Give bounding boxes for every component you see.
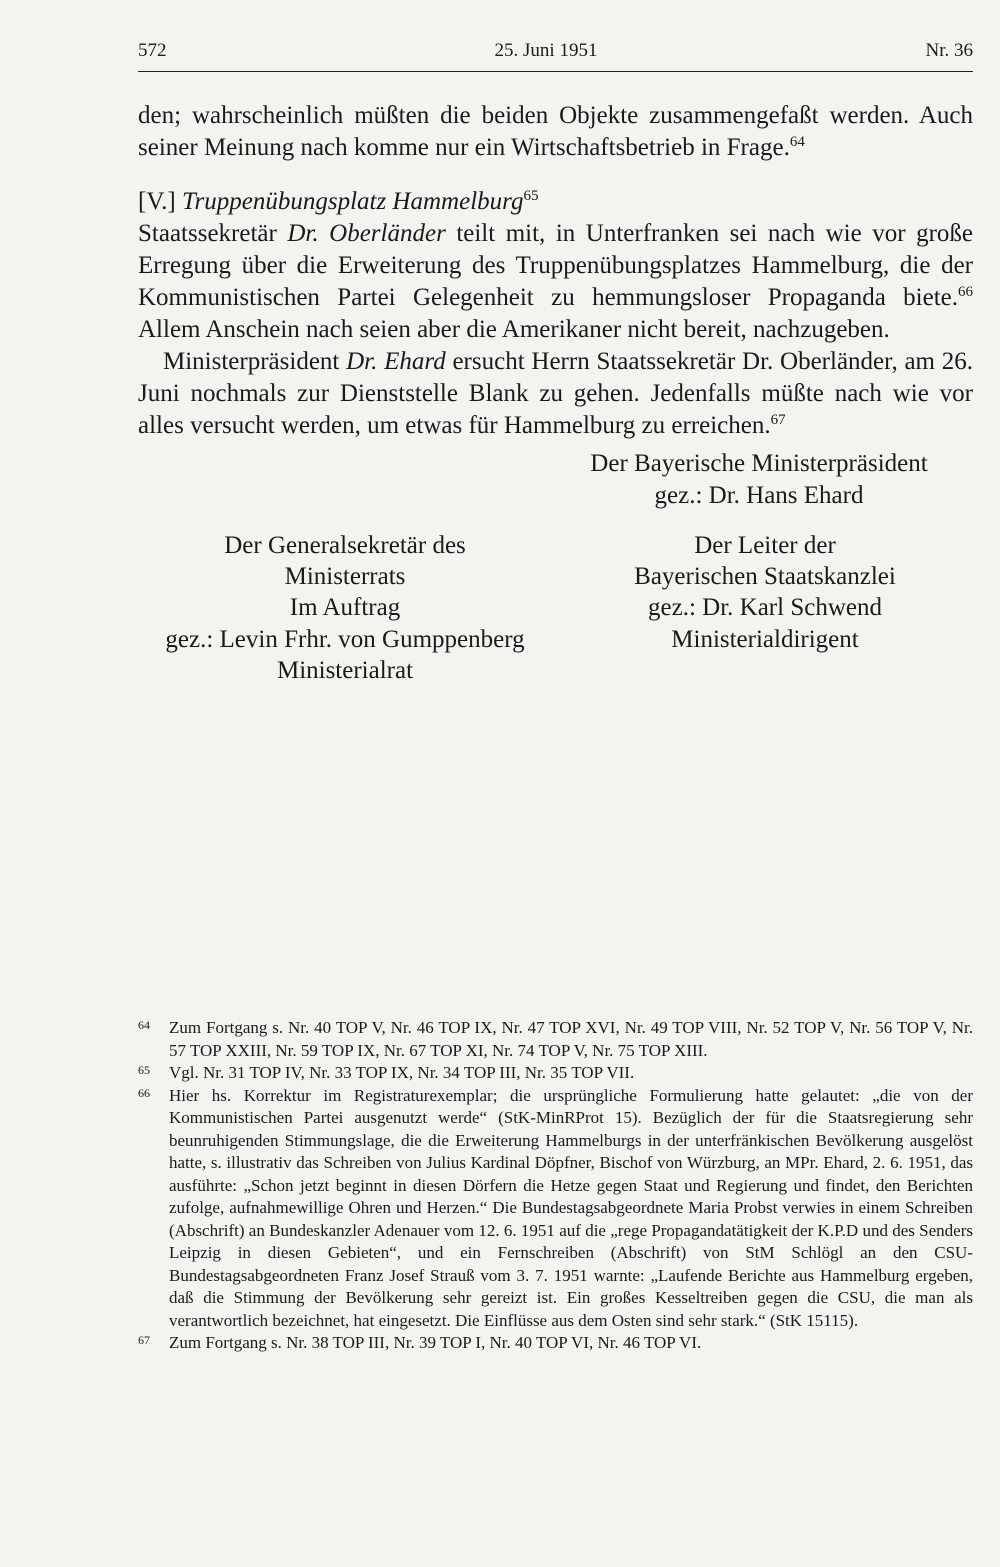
footnote-text: Zum Fortgang s. Nr. 40 TOP V, Nr. 46 TOP IX, Nr. 47 TOP XVI, Nr. 49 TOP VIII, Nr. 52 TOP V, Nr. 56 TOP V, Nr. 57 TOP XXIII, Nr. 59 TOP IX, Nr. 67 TOP XI, Nr. 74 TOP V, Nr. 75 TOP XIII. bbox=[169, 1018, 973, 1060]
signature-line: gez.: Dr. Hans Ehard bbox=[654, 482, 864, 509]
paragraph-2: Staatssekretär Dr. Oberländer teilt mit, in Unterfranken sei nach wie vor große Erregung über die Erweiterung des Truppenübungsplatzes Hammelburg, die der Kommunistischen Partei Gelegenheit zu hemmungsloser Propaganda biete.$^{66}$ Allem Anschein nach seien aber die Amerikaner nicht bereit, nachzugeben. bbox=[138, 220, 973, 343]
footnote-ref-65: 65 bbox=[523, 188, 539, 204]
footnote-number: 65 bbox=[138, 1063, 150, 1077]
footnotes bbox=[138, 1017, 973, 1355]
page-number: 572 bbox=[138, 40, 167, 61]
signature-line: gez.: Levin Frhr. von Gumppenberg bbox=[165, 626, 525, 653]
signature-line: Der Bayerische Ministerpräsident bbox=[590, 450, 928, 477]
signature-block bbox=[138, 448, 973, 688]
footnote bbox=[138, 1017, 973, 1062]
signature-line: Ministerialdirigent bbox=[671, 626, 859, 653]
signature-line: Der Generalsekretär des bbox=[224, 532, 466, 559]
speaker-name: Dr. Ehard bbox=[346, 348, 446, 375]
signature-line: Im Auftrag bbox=[289, 594, 401, 621]
paragraph-3: Ministerpräsident Dr. Ehard ersucht Herrn Staatssekretär Dr. Oberländer, am 26. Juni nochmals zur Dienststelle Blank zu gehen. Jedenfalls müßte nach wie vor alles versucht werden, um etwas für Hammelburg zu erreichen.$^{67}$ bbox=[138, 348, 973, 439]
page-header bbox=[138, 40, 973, 72]
footnote bbox=[138, 1085, 973, 1333]
speaker-name: Dr. Oberländer bbox=[287, 220, 446, 247]
footnote-text: Hier hs. Korrektur im Registraturexemplar; die ursprüngliche Formulierung hatte gelautet: „die von der Kommunistischen Partei ausgenutzt werde“ (StK-MinRProt 15). Bezüglich der für die Staatsregierung sehr beunruhigenden Stimmungslage, die die Erweiterung Hammelburgs in der unterfränkischen Bevölkerung ausgelöst hatte, s. illustrativ das Schreiben von Julius Kardinal Döpfner, Bischof von Würzburg, an MPr. Ehard, 2. 6. 1951, das ausführte: „Schon jetzt beginnt in diesen Dörfern die Hetze gegen Staat und Regierung und findet, den Berichten zufolge, aufnahmewillige Ohren und Herzen.“ Die Bundestagsabgeordnete Maria Probst verwies in einem Schreiben (Abschrift) an Bundeskanzler Adenauer vom 12. 6. 1951 auf die „rege Propagandatätigkeit der K.P.D und des Senders Leipzig in diesen Gebieten“, und ein Fernschreiben (Abschrift) von StM Schlögl an den CSU-Bundestagsabgeordneten Franz Josef Strauß vom 3. 7. 1951 warnte: „Laufende Berichte aus Hammelburg ergeben, daß die Stimmung der Bevölkerung sehr gereizt ist. Ein großes Kesseltreiben gegen die CSU, die man als verantwortlich bezeichnet, hat eingesetzt. Die Einflüsse aus dem Osten sind sehr stark.“ (StK 15115). bbox=[169, 1085, 973, 1330]
footnote-text: Vgl. Nr. 31 TOP IV, Nr. 33 TOP IX, Nr. 34 TOP III, Nr. 35 TOP VII. bbox=[169, 1063, 635, 1082]
footnote-number: 66 bbox=[138, 1085, 150, 1100]
header-date: 25. Juni 1951 bbox=[494, 40, 598, 61]
footnote-ref-66: 66 bbox=[958, 284, 973, 300]
footnote bbox=[138, 1332, 973, 1355]
section-title: Truppenübungsplatz Hammelburg bbox=[181, 188, 524, 215]
signature-line: Ministerrats bbox=[284, 563, 406, 590]
document-page bbox=[138, 40, 973, 688]
footnote bbox=[138, 1062, 973, 1085]
signature-line: Der Leiter der bbox=[694, 532, 836, 559]
section-number: [V.] bbox=[138, 188, 176, 215]
section-heading bbox=[138, 186, 973, 218]
document-number: Nr. 36 bbox=[925, 40, 973, 61]
signature-line: Ministerialrat bbox=[276, 657, 414, 684]
footnote-number: 64 bbox=[138, 1018, 150, 1032]
footnote-ref-64: 64 bbox=[789, 134, 805, 150]
paragraph-1: den; wahrscheinlich müßten die beiden Objekte zusammengefaßt werden. Auch seiner Meinung nach komme nur ein Wirtschaftsbetrieb in Frage.$^{64}$ bbox=[138, 102, 973, 161]
footnote-text: Zum Fortgang s. Nr. 38 TOP III, Nr. 39 TOP I, Nr. 40 TOP VI, Nr. 46 TOP VI. bbox=[169, 1333, 702, 1352]
signature-line: gez.: Dr. Karl Schwend bbox=[648, 594, 882, 621]
footnote-number: 67 bbox=[138, 1333, 150, 1347]
main-text bbox=[138, 100, 973, 442]
footnote-ref-67: 67 bbox=[770, 412, 786, 428]
signature-line: Bayerischen Staatskanzlei bbox=[634, 563, 896, 590]
